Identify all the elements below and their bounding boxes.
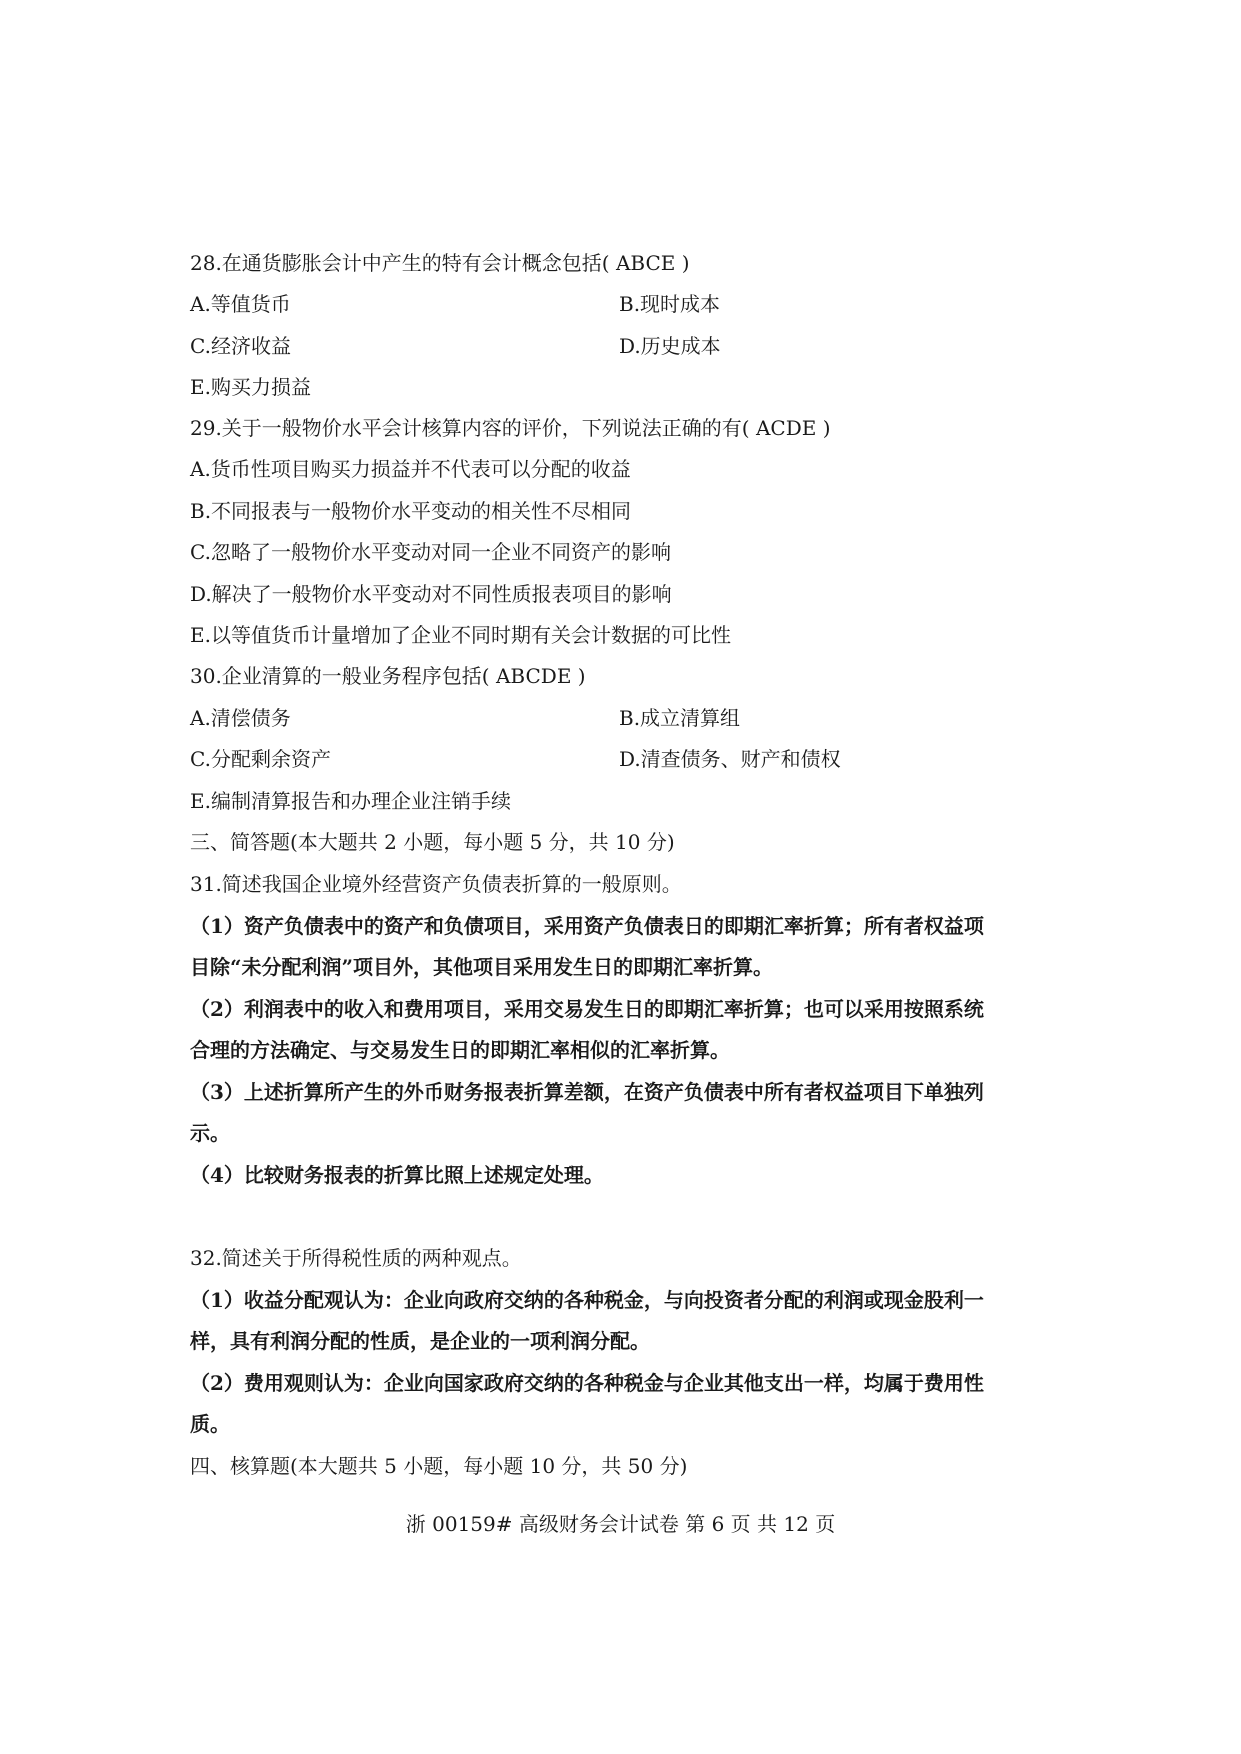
q32-question: 32.简述关于所得税性质的两种观点。 bbox=[190, 1246, 522, 1270]
q31-question: 31.简述我国企业境外经营资产负债表折算的一般原则。 bbox=[190, 872, 682, 896]
q31-answer-2-line-2: 合理的方法确定、与交易发生日的即期汇率相似的汇率折算。 bbox=[190, 1038, 730, 1062]
q31-answer-3-line-2: 示。 bbox=[190, 1121, 230, 1145]
page-footer: 浙 00159# 高级财务会计试卷 第 6 页 共 12 页 bbox=[405, 1512, 836, 1536]
q29-option-e: E.以等值货币计量增加了企业不同时期有关会计数据的可比性 bbox=[190, 623, 731, 647]
q30-option-a: A.清偿债务 bbox=[190, 706, 291, 730]
q28-option-b: B.现时成本 bbox=[619, 292, 721, 316]
q30-option-e: E.编制清算报告和办理企业注销手续 bbox=[190, 789, 511, 813]
q29-option-d: D.解决了一般物价水平变动对不同性质报表项目的影响 bbox=[190, 582, 672, 606]
q31-answer-1-line-2: 目除“未分配利润”项目外，其他项目采用发生日的即期汇率折算。 bbox=[190, 955, 774, 979]
q32-answer-2-line-1: （2）费用观则认为：企业向国家政府交纳的各种税金与企业其他支出一样，均属于费用性 bbox=[190, 1371, 984, 1395]
q32-answer-1-line-2: 样，具有利润分配的性质，是企业的一项利润分配。 bbox=[190, 1329, 650, 1353]
q29-option-a: A.货币性项目购买力损益并不代表可以分配的收益 bbox=[190, 457, 631, 481]
q30-option-b: B.成立清算组 bbox=[619, 706, 741, 730]
q29-option-c: C.忽略了一般物价水平变动对同一企业不同资产的影响 bbox=[190, 540, 671, 564]
q30-question: 30.企业清算的一般业务程序包括( ABCDE ) bbox=[190, 664, 586, 688]
q32-answer-1-line-1: （1）收益分配观认为：企业向政府交纳的各种税金，与向投资者分配的利润或现金股利一 bbox=[190, 1288, 984, 1312]
q28-option-a: A.等值货币 bbox=[190, 292, 291, 316]
q28-question: 28.在通货膨胀会计中产生的特有会计概念包括( ABCE ) bbox=[190, 251, 690, 275]
q31-answer-1-line-1: （1）资产负债表中的资产和负债项目，采用资产负债表日的即期汇率折算；所有者权益项 bbox=[190, 914, 984, 938]
q30-option-d: D.清查债务、财产和债权 bbox=[619, 747, 841, 771]
q31-answer-4-line-1: （4）比较财务报表的折算比照上述规定处理。 bbox=[190, 1163, 604, 1187]
section-3-heading: 三、简答题(本大题共 2 小题，每小题 5 分，共 10 分) bbox=[190, 830, 675, 854]
q28-option-d: D.历史成本 bbox=[619, 334, 721, 358]
q32-answer-2-line-2: 质。 bbox=[190, 1412, 230, 1436]
q29-question: 29.关于一般物价水平会计核算内容的评价，下列说法正确的有( ACDE ) bbox=[190, 416, 831, 440]
q31-answer-2-line-1: （2）利润表中的收入和费用项目，采用交易发生日的即期汇率折算；也可以采用按照系统 bbox=[190, 997, 984, 1021]
q28-option-c: C.经济收益 bbox=[190, 334, 291, 358]
q28-option-e: E.购买力损益 bbox=[190, 375, 311, 399]
q30-option-c: C.分配剩余资产 bbox=[190, 747, 331, 771]
q29-option-b: B.不同报表与一般物价水平变动的相关性不尽相同 bbox=[190, 499, 632, 523]
q31-answer-3-line-1: （3）上述折算所产生的外币财务报表折算差额，在资产负债表中所有者权益项目下单独列 bbox=[190, 1080, 984, 1104]
section-4-heading: 四、核算题(本大题共 5 小题，每小题 10 分，共 50 分) bbox=[190, 1454, 688, 1478]
